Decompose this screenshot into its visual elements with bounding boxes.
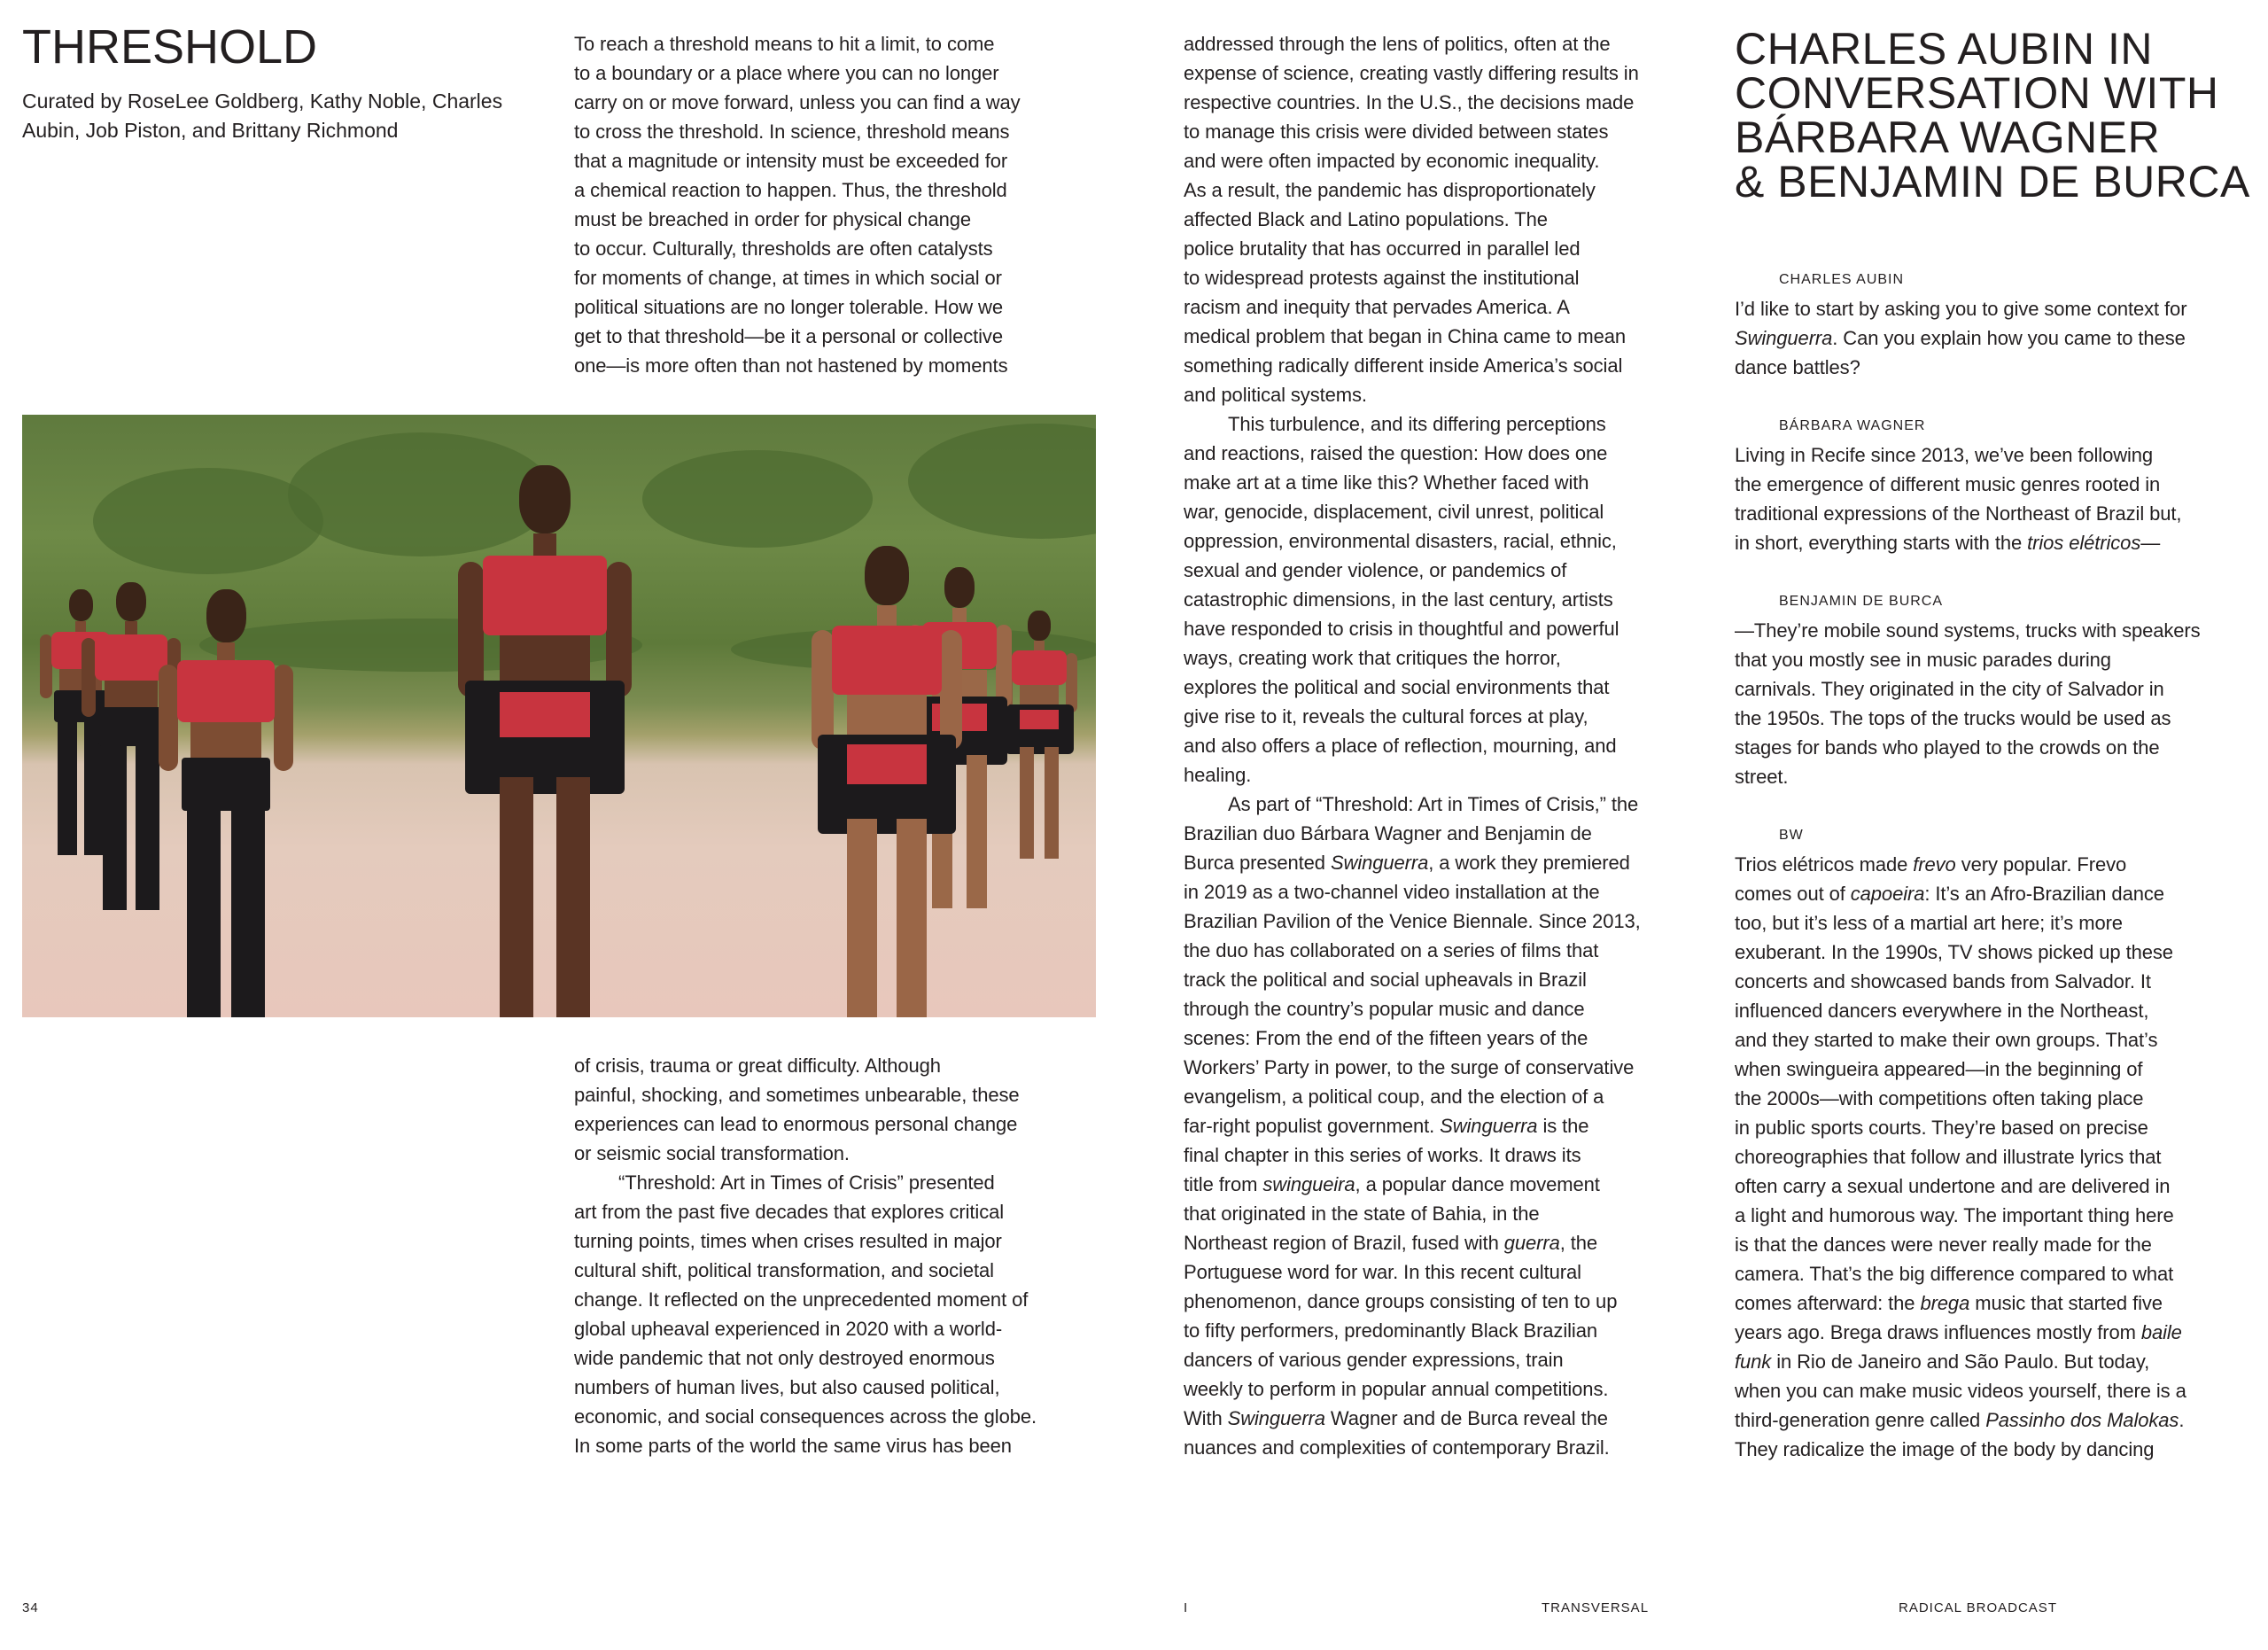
text-segment: . Can you explain how you came to these	[1832, 327, 2186, 349]
text-line: and also offers a place of reflection, mourning, and	[1184, 735, 1617, 757]
text-line: exuberant. In the 1990s, TV shows picked up these	[1735, 941, 2173, 963]
text-segment: —	[2140, 532, 2161, 554]
text-line	[1184, 848, 1715, 877]
text-line: Brazilian duo Bárbara Wagner and Benjamin de	[1184, 822, 1592, 844]
text-line: that a magnitude or intensity must be exceeded for	[574, 150, 1008, 172]
text-line: art from the past five decades that explores critical	[574, 1201, 1005, 1223]
text-line: expense of science, creating vastly differing results in	[1184, 62, 1639, 84]
text-line: and political systems.	[1184, 384, 1367, 406]
text-line: a chemical reaction to happen. Thus, the threshold	[574, 179, 1007, 201]
interview-column	[1735, 265, 2266, 1464]
text-line: racism and inequity that pervades America. A	[1184, 296, 1570, 318]
text-line: healing.	[1184, 764, 1252, 786]
text-line	[1184, 1404, 1715, 1433]
text-segment: very popular. Frevo	[1955, 853, 2127, 876]
text-line: wide pandemic that not only destroyed enormous	[574, 1347, 995, 1369]
text-line: dancers of various gender expressions, train	[1184, 1349, 1564, 1371]
text-line: to fifty performers, predominantly Black Brazilian	[1184, 1319, 1597, 1342]
text-line: get to that threshold—be it a personal or collective	[574, 325, 1003, 347]
text-line: economic, and social consequences across the globe.	[574, 1405, 1037, 1428]
italic-term: capoeira	[1850, 883, 1925, 905]
text-line: through the country’s popular music and dance	[1184, 998, 1585, 1020]
italic-term: brega	[1920, 1292, 1970, 1314]
text-line: of crisis, trauma or great difficulty. Although	[574, 1055, 941, 1077]
italic-term: swingueira	[1262, 1173, 1355, 1195]
text-line	[1735, 323, 2266, 353]
text-line	[1735, 1288, 2266, 1318]
text-segment: comes afterward: the	[1735, 1292, 1921, 1314]
text-line	[1735, 1347, 2266, 1376]
text-line: the 2000s—with competitions often taking place	[1735, 1087, 2144, 1109]
text-segment: in short, everything starts with the	[1735, 532, 2028, 554]
text-line: “Threshold: Art in Times of Crisis” presented	[618, 1171, 995, 1194]
text-line: war, genocide, displacement, civil unrest, political	[1184, 501, 1604, 523]
shrub	[642, 450, 873, 548]
shrub	[908, 424, 1096, 539]
text-line: concerts and showcased bands from Salvador. It	[1735, 970, 2151, 992]
text-line: weekly to perform in popular annual competitions.	[1184, 1378, 1609, 1400]
text-line: in 2019 as a two-channel video installation at the	[1184, 881, 1600, 903]
page-number: 34	[22, 1600, 39, 1615]
text-line: choreographies that follow and illustrate lyrics that	[1735, 1146, 2162, 1168]
text-segment: , the	[1559, 1232, 1598, 1254]
text-line: one—is more often than not hastened by moments	[574, 354, 1008, 377]
text-line: —They’re mobile sound systems, trucks with speakers	[1735, 619, 2201, 642]
dancer-figure	[137, 589, 315, 1017]
text-line	[1735, 879, 2266, 908]
italic-term: Swinguerra	[1227, 1407, 1325, 1429]
text-line: change. It reflected on the unprecedented moment of	[574, 1288, 1029, 1311]
text-line: is that the dances were never really made for the	[1735, 1234, 2152, 1256]
curators-credit: Curated by RoseLee Goldberg, Kathy Noble, Charles Aubin, Job Piston, and Brittany Richmond	[22, 90, 503, 142]
text-line: police brutality that has occurred in parallel led	[1184, 237, 1581, 260]
text-line: when swingueira appeared—in the beginning of	[1735, 1058, 2143, 1080]
text-segment: .	[2179, 1409, 2185, 1431]
text-line: carry on or move forward, unless you can find a way	[574, 91, 1021, 113]
text-line	[1184, 1111, 1715, 1140]
italic-term: baile	[2140, 1321, 2182, 1343]
text-line: scenes: From the end of the fifteen years of the	[1184, 1027, 1588, 1049]
italic-term: frevo	[1913, 853, 1956, 876]
text-segment: is the	[1537, 1115, 1589, 1137]
text-line	[1735, 528, 2266, 557]
text-line: turning points, times when crises resulted in major	[574, 1230, 1002, 1252]
text-line: oppression, environmental disasters, racial, ethnic,	[1184, 530, 1617, 552]
text-line: to a boundary or a place where you can no longer	[574, 62, 999, 84]
text-line: influenced dancers everywhere in the Northeast,	[1735, 1000, 2149, 1022]
body-column-2-bottom	[574, 1051, 1106, 1460]
italic-term: Swinguerra	[1440, 1115, 1538, 1137]
speaker-label: BW	[1779, 828, 1804, 843]
text-line: carnivals. They originated in the city of Salvador in	[1735, 678, 2164, 700]
text-line: the emergence of different music genres rooted in	[1735, 473, 2161, 495]
section-label: TRANSVERSAL	[1542, 1600, 1650, 1615]
text-line: the 1950s. The tops of the trucks would be used as	[1735, 707, 2171, 729]
text-line: affected Black and Latino populations. The	[1184, 208, 1548, 230]
text-line: Portuguese word for war. In this recent cultural	[1184, 1261, 1581, 1283]
text-line	[1184, 1170, 1715, 1199]
body-column-2-top	[574, 29, 1106, 380]
dancers-photograph	[22, 415, 1096, 1017]
speaker-label: BÁRBARA WAGNER	[1779, 418, 1926, 433]
dancer-figure	[788, 546, 986, 1017]
text-line: addressed through the lens of politics, often at the	[1184, 33, 1611, 55]
text-line: painful, shocking, and sometimes unbearable, these	[574, 1084, 1020, 1106]
text-line: medical problem that began in China came to mean	[1184, 325, 1627, 347]
italic-term: trios elétricos	[2027, 532, 2141, 554]
text-line: phenomenon, dance groups consisting of ten to up	[1184, 1290, 1618, 1312]
paragraph-gap	[1735, 382, 2266, 411]
text-line: and they started to make their own groups. That’s	[1735, 1029, 2158, 1051]
text-line: in public sports courts. They’re based on precise	[1735, 1117, 2148, 1139]
text-segment: Burca presented	[1184, 852, 1331, 874]
text-line: and were often impacted by economic inequality.	[1184, 150, 1600, 172]
dancer-figure	[431, 465, 658, 1017]
italic-term: guerra	[1503, 1232, 1560, 1254]
text-line: final chapter in this series of works. It draws its	[1184, 1144, 1581, 1166]
text-line: As a result, the pandemic has disproportionately	[1184, 179, 1596, 201]
text-line	[1735, 850, 2266, 879]
text-line: or seismic social transformation.	[574, 1142, 850, 1164]
text-line: respective countries. In the U.S., the decisions made	[1184, 91, 1635, 113]
text-line: Workers’ Party in power, to the surge of conservative	[1184, 1056, 1635, 1078]
text-line: experiences can lead to enormous personal change	[574, 1113, 1018, 1135]
text-line: for moments of change, at times in which social or	[574, 267, 1002, 289]
text-line: political situations are no longer tolerable. How we	[574, 296, 1003, 318]
text-segment: Wagner and de Burca reveal the	[1324, 1407, 1608, 1429]
text-line: ways, creating work that critiques the horror,	[1184, 647, 1561, 669]
text-line: This turbulence, and its differing perceptions	[1228, 413, 1606, 435]
text-line: when you can make music videos yourself, there is a	[1735, 1380, 2186, 1402]
text-line: stages for bands who played to the crowds on the	[1735, 736, 2160, 759]
text-line: Living in Recife since 2013, we’ve been following	[1735, 444, 2154, 466]
text-segment: , a work they premiered	[1428, 852, 1630, 874]
speaker-label: CHARLES AUBIN	[1779, 272, 1905, 287]
text-line: make art at a time like this? Whether faced with	[1184, 471, 1589, 494]
text-line: dance battles?	[1735, 356, 1860, 378]
italic-term: funk	[1735, 1350, 1772, 1373]
text-line: often carry a sexual undertone and are delivered in	[1735, 1175, 2171, 1197]
text-line: and reactions, raised the question: How does one	[1184, 442, 1608, 464]
text-line: that you mostly see in music parades during	[1735, 649, 2111, 671]
heading-line: & BENJAMIN DE BURCA	[1735, 157, 2250, 206]
heading-line: CHARLES AUBIN IN	[1735, 24, 2154, 74]
text-line: explores the political and social environments that	[1184, 676, 1610, 698]
text-line: must be breached in order for physical change	[574, 208, 971, 230]
text-segment: title from	[1184, 1173, 1263, 1195]
text-line: have responded to crisis in thoughtful and powerful	[1184, 618, 1619, 640]
text-line: To reach a threshold means to hit a limit, to come	[574, 33, 995, 55]
text-segment: third-generation genre called	[1735, 1409, 1986, 1431]
text-line: As part of “Threshold: Art in Times of Crisis,” the	[1228, 793, 1639, 815]
text-segment: in Rio de Janeiro and São Paulo. But today,	[1771, 1350, 2150, 1373]
text-line	[1184, 1228, 1715, 1257]
text-line: a light and humorous way. The important thing here	[1735, 1204, 2174, 1226]
article-title: THRESHOLD	[22, 20, 318, 74]
text-line: cultural shift, political transformation, and societal	[574, 1259, 994, 1281]
text-line: numbers of human lives, but also caused political,	[574, 1376, 1000, 1398]
text-line: track the political and social upheavals in Brazil	[1184, 969, 1587, 991]
text-line: to manage this crisis were divided between states	[1184, 121, 1609, 143]
paragraph-gap	[1735, 791, 2266, 821]
italic-term: Swinguerra	[1735, 327, 1833, 349]
text-line	[1735, 1405, 2266, 1435]
italic-term: Swinguerra	[1330, 852, 1429, 874]
text-line: too, but it’s less of a martial art here; it’s more	[1735, 912, 2123, 934]
folio-mark: I	[1184, 1600, 1189, 1615]
text-segment: Northeast region of Brazil, fused with	[1184, 1232, 1504, 1254]
text-line: something radically different inside America’s social	[1184, 354, 1623, 377]
text-line: evangelism, a political coup, and the election of a	[1184, 1086, 1604, 1108]
text-line: to widespread protests against the institutional	[1184, 267, 1580, 289]
text-line: nuances and complexities of contemporary Brazil.	[1184, 1436, 1610, 1459]
text-segment: : It’s an Afro-Brazilian dance	[1924, 883, 2164, 905]
text-line: They radicalize the image of the body by dancing	[1735, 1438, 2155, 1460]
text-line: that originated in the state of Bahia, in the	[1184, 1202, 1540, 1225]
text-line: street.	[1735, 766, 1789, 788]
speaker-label: BENJAMIN DE BURCA	[1779, 594, 1944, 609]
text-line: catastrophic dimensions, in the last century, artists	[1184, 588, 1613, 611]
interview-heading	[1735, 24, 2266, 206]
running-head: RADICAL BROADCAST	[1899, 1600, 2057, 1615]
text-line: global upheaval experienced in 2020 with a world-	[574, 1318, 1003, 1340]
text-line: traditional expressions of the Northeast of Brazil but,	[1735, 502, 2182, 525]
text-line: camera. That’s the big difference compared to what	[1735, 1263, 2174, 1285]
text-line: In some parts of the world the same virus has been	[574, 1435, 1012, 1457]
paragraph-gap	[1735, 557, 2266, 587]
text-line: give rise to it, reveals the cultural forces at play,	[1184, 705, 1588, 728]
heading-line: BÁRBARA WAGNER	[1735, 113, 2161, 162]
text-line: I’d like to start by asking you to give some context for	[1735, 298, 2187, 320]
text-line	[1735, 1318, 2266, 1347]
text-line: the duo has collaborated on a series of films that	[1184, 939, 1599, 961]
text-segment: With	[1184, 1407, 1228, 1429]
text-segment: Trios elétricos made	[1735, 853, 1914, 876]
text-segment: , a popular dance movement	[1355, 1173, 1600, 1195]
text-segment: far-right populist government.	[1184, 1115, 1441, 1137]
text-segment: music that started five	[1969, 1292, 2163, 1314]
text-line: Brazilian Pavilion of the Venice Biennale. Since 2013,	[1184, 910, 1641, 932]
text-line: to occur. Culturally, thresholds are often catalysts	[574, 237, 993, 260]
heading-line: CONVERSATION WITH	[1735, 68, 2219, 118]
text-line: sexual and gender violence, or pandemics of	[1184, 559, 1567, 581]
text-line: to cross the threshold. In science, threshold means	[574, 121, 1010, 143]
body-column-3	[1184, 29, 1715, 1462]
text-segment: years ago. Brega draws influences mostly from	[1735, 1321, 2141, 1343]
text-segment: comes out of	[1735, 883, 1851, 905]
italic-term: Passinho dos Malokas	[1985, 1409, 2179, 1431]
